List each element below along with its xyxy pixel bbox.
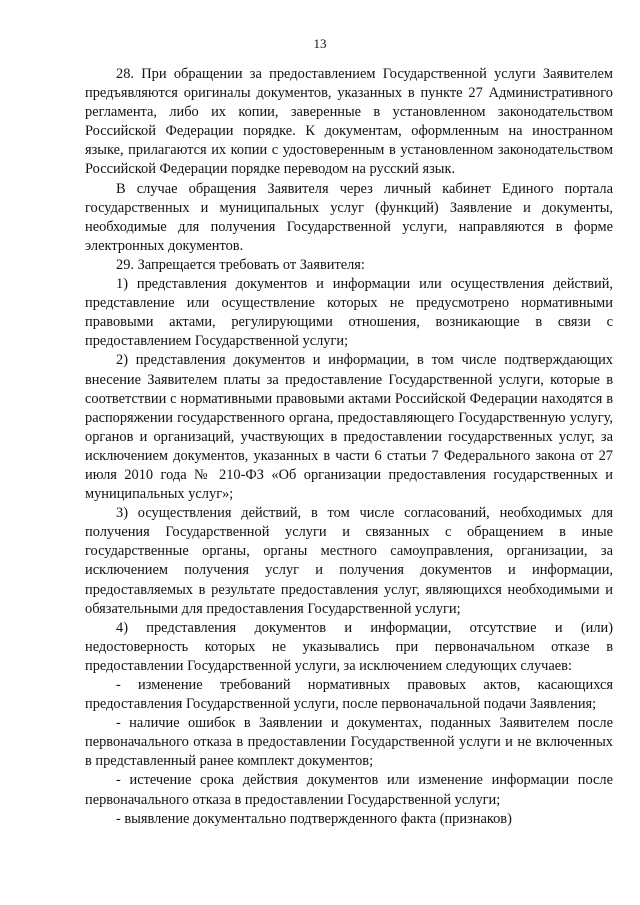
paragraph-portal-submission: В случае обращения Заявителя через личный кабинет Единого портала государственных и муниципальных услуг (функций) Заявление и документы, необходимые для получения Государственной услуги, направляются в форме электронных документов. (85, 180, 613, 254)
page-number: 13 (313, 36, 327, 51)
exception-item-regulation-change: - изменение требований нормативных правовых актов, касающихся предоставления Государственной услуги, после первоначальной подачи Заявления; (85, 677, 613, 713)
exception-item-expiry: - истечение срока действия документов или изменение информации после первоначального отказа в предоставлении Государственной услуги; (85, 772, 613, 808)
exception-item-fact: - выявление документально подтвержденного факта (признаков) (116, 810, 512, 827)
document-body (85, 65, 613, 829)
paragraph-28: 28. При обращении за предоставлением Государственной услуги Заявителем предъявляются оригиналы документов, указанных в пункте 27 Административного регламента, либо их копии, заверенные в установленном законодательством Российской Федерации порядке. К документам, оформленным на иностранном языке, прилагаются их копии с удостоверенным в установленном законодательством Российской Федерации порядке переводом на русский язык. (85, 66, 613, 178)
exception-item-errors: - наличие ошибок в Заявлении и документах, поданных Заявителем после первоначального отказа в предоставлении Государственной услуги и не включенных в представленный ранее комплект документов; (85, 715, 613, 770)
list-item-4: 4) представления документов и информации, отсутствие и (или) недостоверность которых не указывались при первоначальном отказе в предоставлении Государственной услуги, за исключением следующих случаев: (85, 619, 613, 674)
list-item-3: 3) осуществления действий, в том числе согласований, необходимых для получения Государственной услуги и связанных с обращением в иные государственные органы, органы местного самоуправления, организации, за исключением получения услуг и получения документов и информации, предоставляемых в результате предоставления услуг, являющихся необходимыми и обязательными для предоставления Государственной услуги; (85, 505, 613, 617)
paragraph-29: 29. Запрещается требовать от Заявителя: (116, 256, 365, 273)
list-item-1: 1) представления документов и информации или осуществления действий, представление или осуществление которых не предусмотрено нормативными правовыми актами, регулирующими отношения, возникающие в связи с предоставлением Государственной услуги; (85, 276, 613, 350)
list-item-2: 2) представления документов и информации, в том числе подтверждающих внесение Заявителем платы за предоставление Государственной услуги, которые в соответствии с нормативными правовыми актами Российской Федерации находятся в распоряжении государственного органа, предоставляющего Государственную услугу, органов и организаций, участвующих в предоставлении государственных услуг, за исключением документов, указанных в части 6 статьи 7 Федерального закона от 27 июля 2010 года № 210-ФЗ «Об организации предоставления государственных и муниципальных услуг»; (85, 352, 613, 503)
